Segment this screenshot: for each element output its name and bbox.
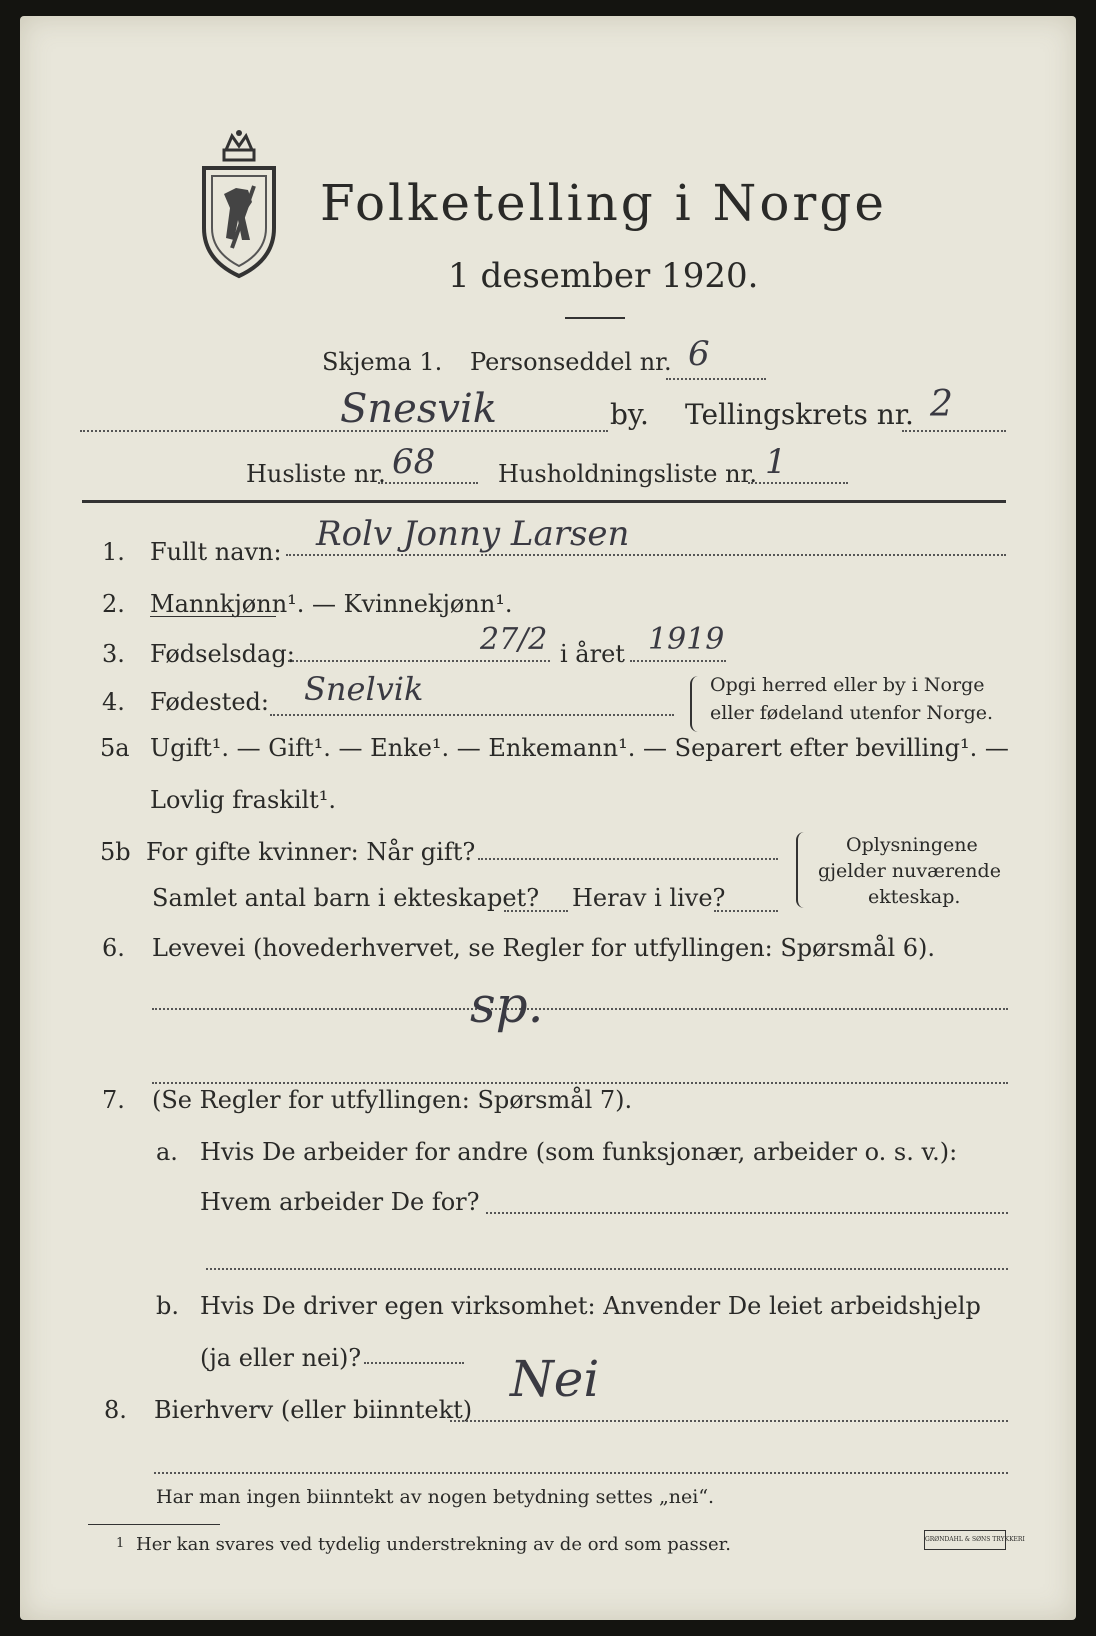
q7b-hired-help-label: (ja eller nei)? bbox=[200, 1344, 362, 1372]
q5a-number: 5a bbox=[100, 734, 130, 762]
q8-line2 bbox=[154, 1472, 1008, 1474]
q3-day-line bbox=[288, 660, 550, 662]
q3-year-value: 1919 bbox=[648, 622, 725, 657]
q5b-married-when-line bbox=[478, 858, 778, 860]
q5b-note-line3: ekteskap. bbox=[868, 886, 961, 908]
q5b-children-label: Samlet antal barn i ekteskapet? bbox=[152, 884, 540, 912]
q2-number: 2. bbox=[102, 590, 125, 618]
husliste-value: 68 bbox=[392, 442, 436, 482]
q4-label: Fødested: bbox=[150, 688, 269, 716]
q4-note-line1: Opgi herred eller by i Norge bbox=[710, 674, 985, 696]
q8-side-income-value: Nei bbox=[510, 1350, 600, 1408]
q7a-line1: Hvis De arbeider for andre (som funksjonær, arbeider o. s. v.): bbox=[200, 1138, 958, 1166]
personseddel-value: 6 bbox=[688, 334, 710, 374]
q5b-alive-line bbox=[714, 910, 778, 912]
q6-number: 6. bbox=[102, 934, 125, 962]
q5b-married-when-label: For gifte kvinner: Når gift? bbox=[146, 838, 476, 866]
q7a-employer-line2 bbox=[206, 1268, 1008, 1270]
city-value: Snesvik bbox=[340, 386, 497, 432]
printer-stamp: GRØNDAHL & SØNS TRYKKERI bbox=[924, 1530, 1006, 1550]
q1-label: Fullt navn: bbox=[150, 538, 282, 566]
q7a-employer-line bbox=[486, 1212, 1008, 1214]
q8-number: 8. bbox=[104, 1396, 127, 1424]
footnote-divider bbox=[88, 1524, 220, 1525]
header-divider bbox=[82, 500, 1006, 503]
q6-label: Levevei (hovederhvervet, se Regler for utfyllingen: Spørsmål 6). bbox=[152, 934, 936, 962]
q1-number: 1. bbox=[102, 538, 125, 566]
q5b-children-line bbox=[504, 910, 568, 912]
form-date: 1 desember 1920. bbox=[448, 256, 759, 296]
q7a-employer-label: Hvem arbeider De for? bbox=[200, 1188, 480, 1216]
q7b-hired-help-line bbox=[364, 1362, 464, 1364]
q6-occupation-value: sp. bbox=[470, 976, 544, 1034]
census-form-sheet bbox=[20, 16, 1076, 1620]
husliste-label: Husliste nr. bbox=[246, 460, 386, 488]
tellingskrets-line bbox=[902, 430, 1006, 432]
personseddel-label: Personseddel nr. bbox=[470, 348, 672, 376]
husholdning-value: 1 bbox=[765, 442, 787, 482]
q3-year-line bbox=[630, 660, 726, 662]
q2-underline-mannkjonn bbox=[150, 616, 276, 617]
q4-note-line2: eller fødeland utenfor Norge. bbox=[710, 702, 994, 724]
husholdning-line bbox=[748, 482, 848, 484]
form-title: Folketelling i Norge bbox=[320, 174, 887, 232]
q7-number: 7. bbox=[102, 1086, 125, 1114]
norwegian-coat-of-arms-icon bbox=[196, 128, 282, 280]
q7a-letter: a. bbox=[156, 1138, 178, 1166]
q2-gender-options: Mannkjønn¹. — Kvinnekjønn¹. bbox=[150, 590, 513, 618]
tellingskrets-label: Tellingskrets nr. bbox=[685, 398, 914, 431]
q3-number: 3. bbox=[102, 640, 125, 668]
by-label: by. bbox=[610, 398, 649, 431]
q5b-number: 5b bbox=[100, 838, 131, 866]
q6-line2 bbox=[152, 1082, 1008, 1084]
q8-label: Bierhverv (eller biinntekt) bbox=[154, 1396, 473, 1424]
q3-label: Fødselsdag: bbox=[150, 640, 295, 668]
q5b-brace bbox=[796, 832, 806, 908]
q6-line1 bbox=[152, 1008, 1008, 1010]
title-divider bbox=[565, 317, 625, 319]
q1-full-name-value: Rolv Jonny Larsen bbox=[316, 514, 630, 554]
q5a-marital-options: Ugift¹. — Gift¹. — Enke¹. — Enkemann¹. — Separert efter bevilling¹. — bbox=[150, 734, 1009, 762]
personseddel-line bbox=[666, 378, 766, 380]
q7b-line1: Hvis De driver egen virksomhet: Anvender De leiet arbeidshjelp bbox=[200, 1292, 981, 1320]
q4-line bbox=[270, 714, 674, 716]
q3-year-label: i året bbox=[560, 640, 625, 668]
q7-label: (Se Regler for utfyllingen: Spørsmål 7). bbox=[152, 1086, 633, 1114]
q4-brace bbox=[690, 676, 700, 732]
q8-line1 bbox=[450, 1420, 1008, 1422]
tellingskrets-value: 2 bbox=[930, 384, 953, 425]
footnote-marker: 1 bbox=[116, 1536, 125, 1551]
q5b-alive-label: Herav i live? bbox=[572, 884, 726, 912]
skjema-label: Skjema 1. bbox=[322, 348, 443, 376]
q4-birthplace-value: Snelvik bbox=[304, 670, 424, 708]
q1-line bbox=[286, 554, 1006, 556]
footnote-text: Her kan svares ved tydelig understrekning av de ord som passer. bbox=[136, 1534, 731, 1555]
q5b-note-line1: Oplysningene bbox=[846, 834, 978, 856]
q5b-note-line2: gjelder nuværende bbox=[818, 860, 1001, 882]
q3-day-value: 27/2 bbox=[480, 622, 548, 657]
husliste-line bbox=[378, 482, 478, 484]
note-nei: Har man ingen biinntekt av nogen betydning settes „nei“. bbox=[156, 1486, 715, 1508]
q4-number: 4. bbox=[102, 688, 125, 716]
q7b-letter: b. bbox=[156, 1292, 179, 1320]
q5a-marital-options-cont: Lovlig fraskilt¹. bbox=[150, 786, 337, 814]
husholdning-label: Husholdningsliste nr. bbox=[498, 460, 757, 488]
